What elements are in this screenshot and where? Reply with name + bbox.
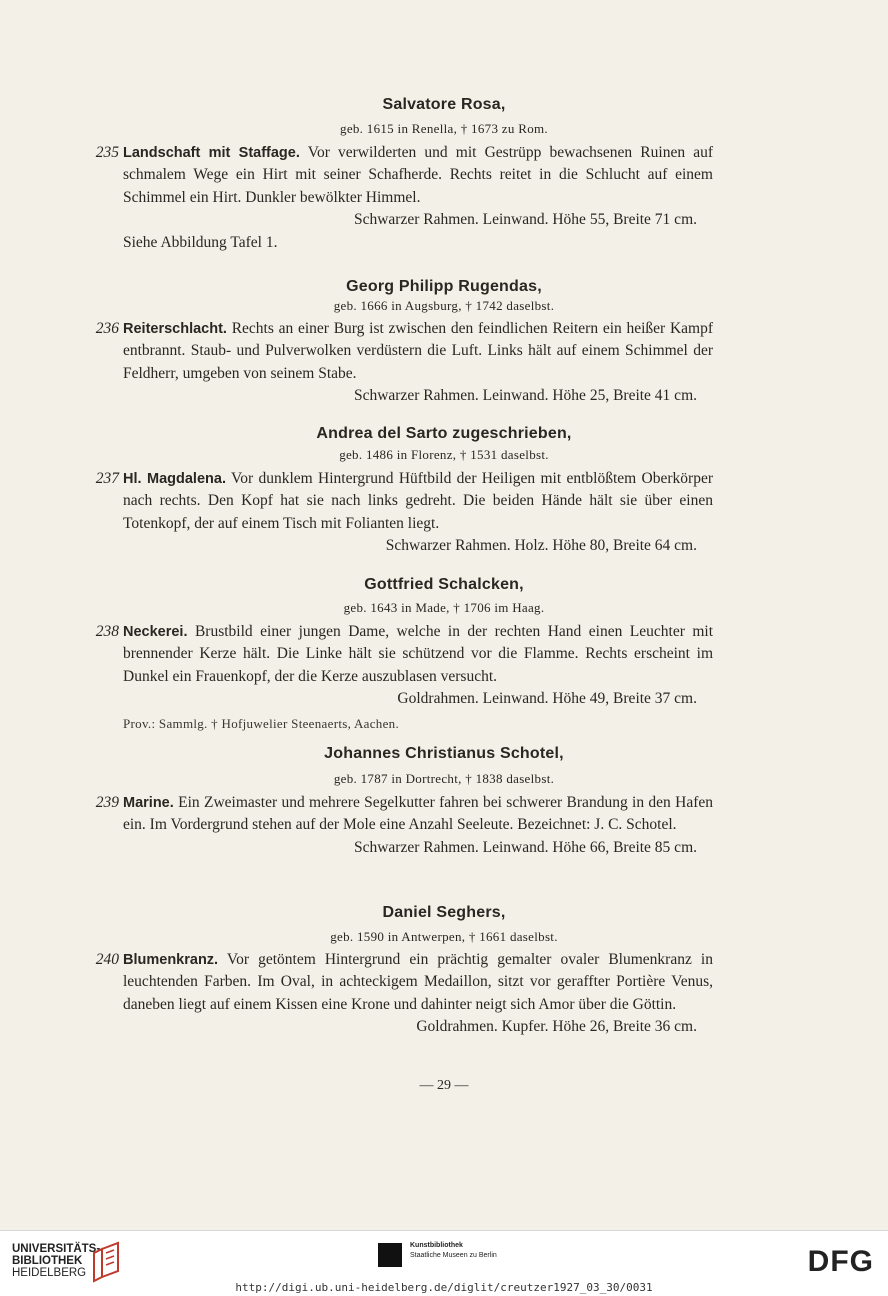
page-number: — 29 — <box>419 1078 469 1093</box>
lot-description: Ein Zweimaster und mehrere Segelkutter fahren bei schwerer Brandung in den Hafen ein. Im Vordergrund stehen auf der Mole eine Anzahl Seeleute. Bezeichnet: J. C. Schotel. <box>123 794 714 834</box>
viewer-footer <box>0 1230 888 1296</box>
kb-line-1: Kunstbibliothek <box>410 1242 463 1249</box>
lot-number: 239 <box>95 794 119 811</box>
lot-number: 235 <box>95 144 119 161</box>
artist-name: Salvatore Rosa, <box>382 96 506 113</box>
lot-number: 240 <box>95 951 119 968</box>
lot-description: Rechts an einer Burg ist zwischen den feindlichen Reitern ein heißer Kampf entbrannt. Staub- und Pulverwolken verdüstern die Luft. Links hält auf einem Schimmel der Feldherr, umgeben von seinem Stabe. <box>123 320 713 382</box>
lot-title: Reiterschlacht. <box>123 321 227 337</box>
catalog-entry <box>95 621 714 711</box>
lot-title: Hl. Magdalena. <box>123 471 226 487</box>
lot-description: Vor dunklem Hintergrund Hüftbild der Heiligen mit entblößtem Oberkörper nach rechts. Den Kopf hat sie nach links gedreht. Die beiden Hände hält sie über einen Totenkopf, der auf einem Tisch mit Folianten liegt. <box>123 470 713 532</box>
artist-bio: geb. 1590 in Antwerpen, † 1661 daselbst. <box>330 929 558 944</box>
permalink-url[interactable]: http://digi.ub.uni-heidelberg.de/diglit/creutzer1927_03_30/0031 <box>235 1281 653 1294</box>
lot-title: Landschaft mit Staffage. <box>123 145 300 161</box>
artist-name: Andrea del Sarto zugeschrieben, <box>316 425 572 442</box>
lot-description: Vor verwilderten und mit Gestrüpp bewachsenen Ruinen auf schmalem Wege ein Hirt mit seiner Schafherde. Rechts reitet in die Schlucht auf einem Schimmel ein Hirt. Dunkler bewölkter Himmel. <box>123 144 713 206</box>
artist-bio: geb. 1615 in Renella, † 1673 zu Rom. <box>340 121 548 136</box>
lot-dimensions: Schwarzer Rahmen. Holz. Höhe 80, Breite 64 cm. <box>385 537 697 555</box>
university-library-logo-icon <box>88 1239 124 1285</box>
catalog-entry <box>95 468 713 558</box>
artist-bio: geb. 1666 in Augsburg, † 1742 daselbst. <box>333 298 555 313</box>
lot-number: 238 <box>95 623 119 640</box>
uni-line-3: HEIDELBERG <box>12 1267 87 1279</box>
catalog-entry <box>95 949 713 1039</box>
artist-bio: geb. 1787 in Dortrecht, † 1838 daselbst. <box>333 771 555 786</box>
artist-bio: geb. 1643 in Made, † 1706 im Haag. <box>343 600 545 615</box>
university-library-logo-text[interactable] <box>12 1243 100 1279</box>
artist-bio: geb. 1486 in Florenz, † 1531 daselbst. <box>339 447 549 462</box>
artist-name: Johannes Christianus Schotel, <box>324 745 564 762</box>
kunstbibliothek-logo-icon <box>378 1243 402 1267</box>
catalog-entry <box>95 792 714 859</box>
dfg-logo[interactable]: DFG <box>807 1245 874 1278</box>
lot-number: 236 <box>95 320 119 337</box>
uni-line-1: UNIVERSITÄTS- <box>12 1243 101 1255</box>
artist-name: Daniel Seghers, <box>382 904 506 921</box>
lot-title: Blumenkranz. <box>123 952 219 968</box>
lot-dimensions: Schwarzer Rahmen. Leinwand. Höhe 55, Breite 71 cm. <box>353 211 697 229</box>
lot-title: Neckerei. <box>123 624 188 640</box>
lot-dimensions: Goldrahmen. Kupfer. Höhe 26, Breite 36 cm. <box>416 1018 697 1036</box>
artist-name: Gottfried Schalcken, <box>364 576 524 593</box>
lot-title: Marine. <box>123 795 174 811</box>
catalog-entry <box>95 142 713 254</box>
kunstbibliothek-logo-text[interactable] <box>410 1241 497 1261</box>
lot-dimensions: Goldrahmen. Leinwand. Höhe 49, Breite 37 cm. <box>397 690 697 708</box>
lot-dimensions: Schwarzer Rahmen. Leinwand. Höhe 25, Breite 41 cm. <box>353 387 697 405</box>
provenance-note: Prov.: Sammlg. † Hofjuwelier Steenaerts, Aachen. <box>123 716 400 731</box>
lot-description: Vor getöntem Hintergrund ein prächtig gemalter ovaler Blumenkranz in leuchtenden Farben. Im Oval, in achteckigem Medaillon, sitzt vor geraffter Portière Venus, daneben liegt auf einem Kissen eine Krone und dahinter neigt sich Amor über die Göttin. <box>123 951 713 1013</box>
lot-number: 237 <box>95 470 119 487</box>
artist-name: Georg Philipp Rugendas, <box>346 278 542 295</box>
uni-line-2: BIBLIOTHEK <box>12 1255 83 1267</box>
lot-dimensions: Schwarzer Rahmen. Leinwand. Höhe 66, Breite 85 cm. <box>353 838 697 856</box>
lot-description: Brustbild einer jungen Dame, welche in der rechten Hand einen Leuchter mit brennender Kerze hält. Die Linke hält sie schützend vor die Flamme. Rechts erscheint im Dunkel ein Frauenkopf, der die Kerze auszublasen versucht. <box>123 623 714 685</box>
kb-line-2: Staatliche Museen zu Berlin <box>410 1252 497 1259</box>
lot-illustration-ref: Siehe Abbildung Tafel 1. <box>123 233 278 251</box>
catalog-entry <box>95 318 713 408</box>
